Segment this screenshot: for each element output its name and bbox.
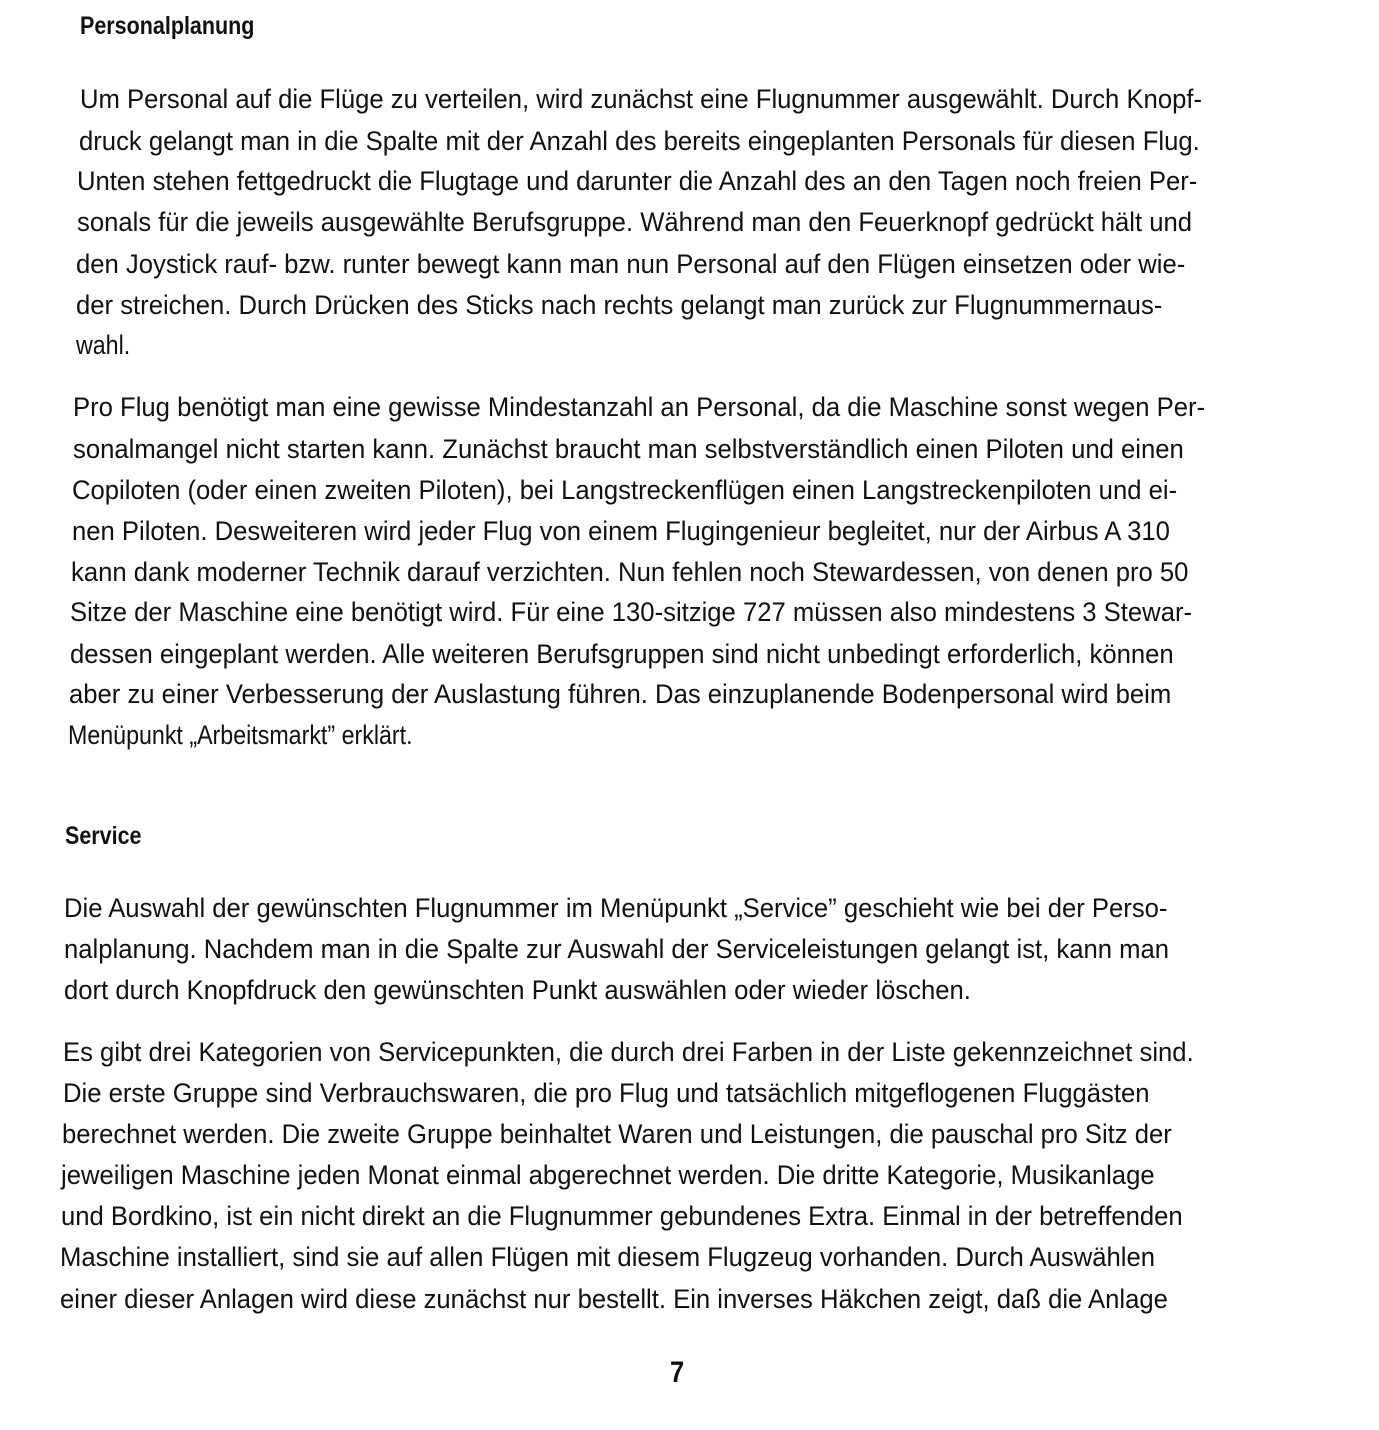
text-line: wahl. xyxy=(76,330,131,360)
text-line: sonals für die jeweils ausgewählte Berufsgruppe. Während man den Feuerknopf gedrückt hält und xyxy=(77,207,1193,237)
text-line: den Joystick rauf- bzw. runter bewegt kann man nun Personal auf den Flügen einsetzen oder wie- xyxy=(76,249,1186,279)
text-line: jeweiligen Maschine jeden Monat einmal abgerechnet werden. Die dritte Kategorie, Musikanlage xyxy=(61,1160,1155,1190)
text-line: nen Piloten. Desweiteren wird jeder Flug von einem Flugingenieur begleitet, nur der Airbus A 310 xyxy=(72,516,1170,546)
text-line: Copiloten (oder einen zweiten Piloten), bei Langstreckenflügen einen Langstreckenpiloten und ei- xyxy=(72,475,1178,505)
text-line: Unten stehen fettgedruckt die Flugtage und darunter die Anzahl des an den Tagen noch freien Per- xyxy=(77,166,1198,196)
text-line: kann dank moderner Technik darauf verzichten. Nun fehlen noch Stewardessen, von denen pro 50 xyxy=(71,557,1189,587)
text-line: Sitze der Maschine eine benötigt wird. Für eine 130-sitzige 727 müssen also mindestens 3 Stewar- xyxy=(70,597,1193,627)
text-line: Maschine installiert, sind sie auf allen Flügen mit diesem Flugzeug vorhanden. Durch Auswählen xyxy=(60,1242,1155,1272)
text-line: Um Personal auf die Flüge zu verteilen, wird zunächst eine Flugnummer ausgewählt. Durch Knopf- xyxy=(80,84,1203,114)
text-line: der streichen. Durch Drücken des Sticks nach rechts gelangt man zurück zur Flugnummernaus- xyxy=(76,290,1163,320)
text-line: Die Auswahl der gewünschten Flugnummer im Menüpunkt „Service” geschieht wie bei der Perso- xyxy=(64,893,1168,923)
text-line: und Bordkino, ist ein nicht direkt an die Flugnummer gebundenes Extra. Einmal in der betreffenden xyxy=(61,1201,1183,1231)
text-line: sonalmangel nicht starten kann. Zunächst braucht man selbstverständlich einen Piloten und einen xyxy=(73,434,1184,464)
text-line: berechnet werden. Die zweite Gruppe beinhaltet Waren und Leistungen, die pauschal pro Sitz der xyxy=(62,1119,1172,1149)
text-line: dort durch Knopfdruck den gewünschten Punkt auswählen oder wieder löschen. xyxy=(64,975,971,1005)
text-line: einer dieser Anlagen wird diese zunächst nur bestellt. Ein inverses Häkchen zeigt, daß die Anlage xyxy=(60,1284,1168,1314)
section-heading-personalplanung: Personalplanung xyxy=(80,12,255,40)
text-line: nalplanung. Nachdem man in die Spalte zur Auswahl der Serviceleistungen gelangt ist, kann man xyxy=(64,934,1170,964)
text-line: Die erste Gruppe sind Verbrauchswaren, die pro Flug und tatsächlich mitgeflogenen Fluggästen xyxy=(63,1078,1150,1108)
text-line: Pro Flug benötigt man eine gewisse Mindestanzahl an Personal, da die Maschine sonst wegen Per- xyxy=(73,392,1206,422)
section-heading-service: Service xyxy=(65,822,142,850)
text-line: dessen eingeplant werden. Alle weiteren Berufsgruppen sind nicht unbedingt erforderlich, können xyxy=(70,639,1174,669)
text-line: aber zu einer Verbesserung der Auslastung führen. Das einzuplanende Bodenpersonal wird beim xyxy=(69,679,1172,709)
text-line: druck gelangt man in die Spalte mit der Anzahl des bereits eingeplanten Personals für diesen Flug. xyxy=(79,126,1200,156)
page-number: 7 xyxy=(670,1356,685,1389)
text-line: Es gibt drei Kategorien von Servicepunkten, die durch drei Farben in der Liste gekennzeichnet sind. xyxy=(63,1037,1194,1067)
text-line: Menüpunkt „Arbeitsmarkt” erklärt. xyxy=(68,720,413,750)
